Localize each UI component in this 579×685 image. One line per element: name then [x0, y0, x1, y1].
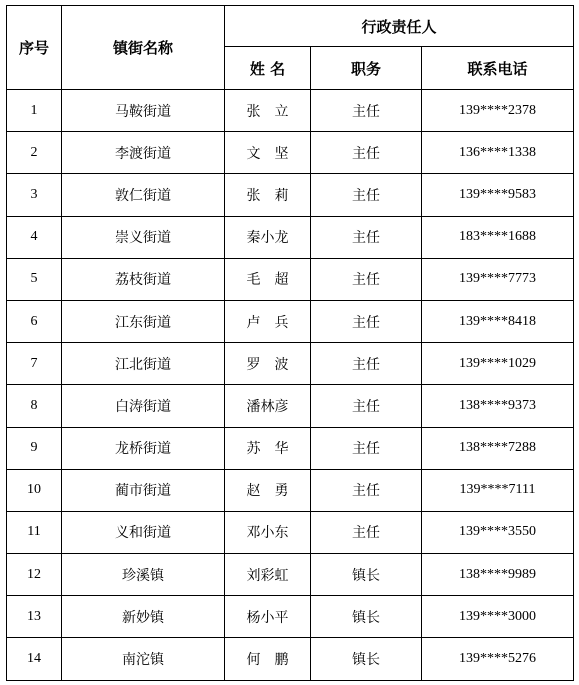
row-phone: 139****5276	[422, 638, 574, 680]
row-town: 白涛街道	[62, 385, 225, 427]
row-phone: 138****7288	[422, 427, 574, 469]
table-row	[7, 385, 574, 427]
responsible-persons-table	[6, 5, 574, 681]
row-name: 张莉	[225, 174, 311, 216]
header-admin-responsible: 行政责任人	[225, 6, 574, 47]
header-position: 职务	[311, 47, 422, 90]
row-index: 1	[7, 90, 62, 132]
row-town: 南沱镇	[62, 638, 225, 680]
row-town: 龙桥街道	[62, 427, 225, 469]
table-row	[7, 174, 574, 216]
table-row	[7, 216, 574, 258]
row-position: 主任	[311, 469, 422, 511]
row-town: 敦仁街道	[62, 174, 225, 216]
row-town: 荔枝街道	[62, 258, 225, 300]
table-row	[7, 300, 574, 342]
row-phone: 139****2378	[422, 90, 574, 132]
row-position: 主任	[311, 258, 422, 300]
table-row	[7, 343, 574, 385]
header-row-top	[7, 6, 574, 47]
row-name: 赵勇	[225, 469, 311, 511]
row-position: 主任	[311, 216, 422, 258]
row-index: 8	[7, 385, 62, 427]
row-index: 7	[7, 343, 62, 385]
row-name: 刘彩虹	[225, 554, 311, 596]
row-index: 14	[7, 638, 62, 680]
header-index: 序号	[7, 6, 62, 90]
row-phone: 136****1338	[422, 132, 574, 174]
table-row	[7, 258, 574, 300]
table-row	[7, 90, 574, 132]
row-name: 毛超	[225, 258, 311, 300]
row-position: 镇长	[311, 554, 422, 596]
row-town: 崇义街道	[62, 216, 225, 258]
row-town: 马鞍街道	[62, 90, 225, 132]
row-position: 主任	[311, 90, 422, 132]
table-row	[7, 596, 574, 638]
row-index: 5	[7, 258, 62, 300]
row-name: 邓小东	[225, 511, 311, 553]
row-name: 文坚	[225, 132, 311, 174]
table-body	[7, 90, 574, 681]
row-position: 主任	[311, 511, 422, 553]
row-index: 11	[7, 511, 62, 553]
row-name: 苏华	[225, 427, 311, 469]
row-phone: 139****3000	[422, 596, 574, 638]
row-town: 新妙镇	[62, 596, 225, 638]
table-row	[7, 554, 574, 596]
row-name: 杨小平	[225, 596, 311, 638]
row-name: 张立	[225, 90, 311, 132]
row-phone: 183****1688	[422, 216, 574, 258]
row-index: 12	[7, 554, 62, 596]
row-index: 10	[7, 469, 62, 511]
row-position: 主任	[311, 132, 422, 174]
row-town: 李渡街道	[62, 132, 225, 174]
row-phone: 139****7111	[422, 469, 574, 511]
row-town: 义和街道	[62, 511, 225, 553]
row-index: 4	[7, 216, 62, 258]
row-index: 6	[7, 300, 62, 342]
row-name: 何鹏	[225, 638, 311, 680]
row-phone: 139****3550	[422, 511, 574, 553]
row-position: 镇长	[311, 638, 422, 680]
header-phone: 联系电话	[422, 47, 574, 90]
row-index: 13	[7, 596, 62, 638]
row-position: 主任	[311, 385, 422, 427]
table-row	[7, 511, 574, 553]
table-row	[7, 132, 574, 174]
row-town: 江北街道	[62, 343, 225, 385]
row-name: 潘林彦	[225, 385, 311, 427]
row-town: 珍溪镇	[62, 554, 225, 596]
row-position: 镇长	[311, 596, 422, 638]
row-index: 9	[7, 427, 62, 469]
table-row	[7, 427, 574, 469]
row-phone: 139****7773	[422, 258, 574, 300]
row-town: 江东街道	[62, 300, 225, 342]
table-row	[7, 638, 574, 680]
header-town: 镇街名称	[62, 6, 225, 90]
header-name: 姓 名	[225, 47, 311, 90]
row-name: 卢兵	[225, 300, 311, 342]
row-phone: 138****9373	[422, 385, 574, 427]
row-name: 罗波	[225, 343, 311, 385]
row-phone: 139****1029	[422, 343, 574, 385]
row-phone: 139****8418	[422, 300, 574, 342]
row-index: 3	[7, 174, 62, 216]
row-position: 主任	[311, 343, 422, 385]
row-position: 主任	[311, 427, 422, 469]
row-name: 秦小龙	[225, 216, 311, 258]
row-town: 蔺市街道	[62, 469, 225, 511]
row-index: 2	[7, 132, 62, 174]
table-row	[7, 469, 574, 511]
row-phone: 139****9583	[422, 174, 574, 216]
row-position: 主任	[311, 174, 422, 216]
row-position: 主任	[311, 300, 422, 342]
row-phone: 138****9989	[422, 554, 574, 596]
